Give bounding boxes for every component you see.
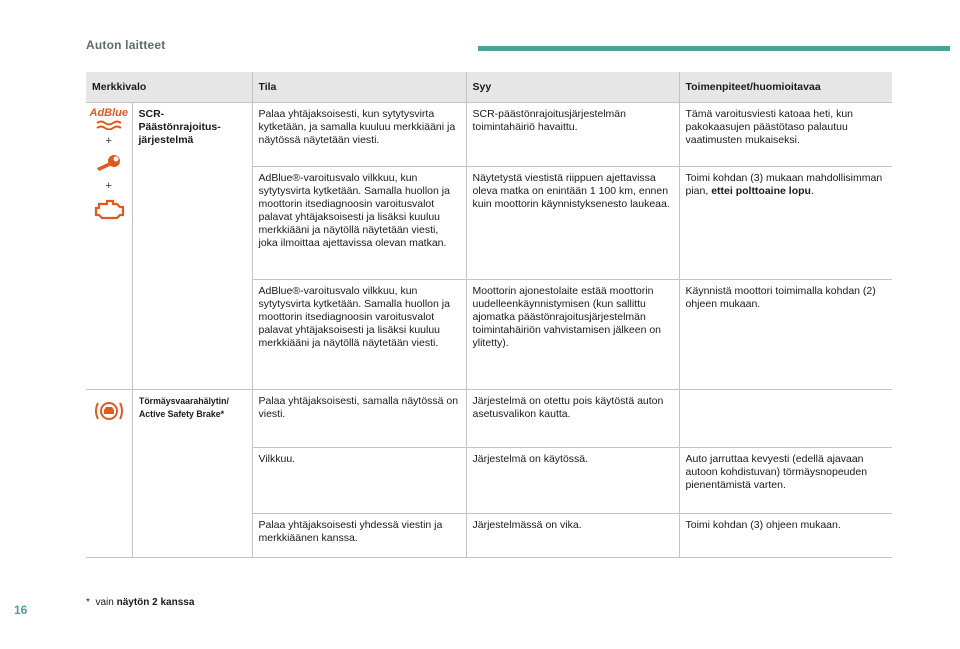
adblue-icon: AdBlue bbox=[86, 107, 132, 130]
brake-row2-tila: Vilkkuu. bbox=[252, 448, 466, 514]
scr-row1-syy: SCR-päästönrajoitusjärjestelmän toimintahäiriö havaittu. bbox=[466, 103, 679, 167]
section-title: Auton laitteet bbox=[86, 38, 166, 52]
footnote bbox=[86, 597, 194, 608]
scr-icon-cell bbox=[86, 103, 132, 390]
scr-row3-tila: AdBlue®-varoitusvalo vilkkuu, kun sytytysvirta kytketään. Samalla huollon ja moottorin itsediagnoosin varoitusvalot palavat yhtäjaksoisesti ja lisäksi kuuluu merkkiääni ja näytöllä näytetään viesti. bbox=[252, 280, 466, 390]
wrench-icon bbox=[86, 153, 132, 175]
plus-sign: + bbox=[105, 180, 112, 192]
table-row bbox=[86, 103, 892, 167]
header-tila: Tila bbox=[252, 72, 466, 103]
header-syy: Syy bbox=[466, 72, 679, 103]
scr-system-name: SCR-Päästönrajoitus-järjestelmä bbox=[138, 108, 221, 146]
brake-row2-syy: Järjestelmä on käytössä. bbox=[466, 448, 679, 514]
warning-lights-table bbox=[86, 72, 892, 558]
brake-row1-toimenpide bbox=[679, 390, 892, 448]
brake-icon-cell bbox=[86, 390, 132, 558]
scr-row3-syy: Moottorin ajonestolaite estää moottorin uudelleenkäynnistymisen (kun sallittu ajomatka päästönrajoitusjärjestelmän toimintahäiriön vahvistamisen jälkeen on ylitetty). bbox=[466, 280, 679, 390]
scr-row3-toimenpide: Käynnistä moottori toimimalla kohdan (2) ohjeen mukaan. bbox=[679, 280, 892, 390]
footnote-bold: näytön 2 kanssa bbox=[116, 597, 195, 608]
brake-name-cell bbox=[132, 390, 252, 558]
page-number: 16 bbox=[14, 603, 28, 617]
brake-system-name: Törmäysvaarahälytin/ Active Safety Brake* bbox=[138, 396, 229, 420]
plus-sign: + bbox=[105, 135, 112, 147]
brake-row2-toimenpide: Auto jarruttaa kevyesti (edellä ajavaan autoon kohdistuvan) törmäysnopeuden pienentämistä varten. bbox=[679, 448, 892, 514]
brake-row1-syy: Järjestelmä on otettu pois käytöstä auton asetusvalikon kautta. bbox=[466, 390, 679, 448]
table-row bbox=[86, 390, 892, 448]
brake-row1-tila: Palaa yhtäjaksoisesti, samalla näytössä on viesti. bbox=[252, 390, 466, 448]
scr-row2-toimenpide: Toimi kohdan (3) mukaan mahdollisimman pian, ettei polttoaine lopu. bbox=[679, 167, 892, 280]
scr-row2-syy: Näytetystä viestistä riippuen ajettavissa oleva matka on enintään 1 100 km, ennen kuin moottorin käynnistyksenesto laukeaa. bbox=[466, 167, 679, 280]
scr-row2-tila: AdBlue®-varoitusvalo vilkkuu, kun sytytysvirta kytketään. Samalla huollon ja moottorin itsediagnoosin varoitusvalot palavat yhtäjaksoisesti ja lisäksi kuuluu merkkiääni ja näytöllä näytetään viesti, joka ilmoittaa ajettavissa olevan matkan. bbox=[252, 167, 466, 280]
scr-row1-toimenpide: Tämä varoitusviesti katoaa heti, kun pakokaasujen päästötaso palautuu vaatimusten mukaiseksi. bbox=[679, 103, 892, 167]
header-merkkivalo: Merkkivalo bbox=[86, 72, 252, 103]
active-safety-brake-icon bbox=[86, 398, 132, 424]
brake-row3-toimenpide: Toimi kohdan (3) ohjeen mukaan. bbox=[679, 514, 892, 558]
footnote-star: * bbox=[86, 597, 90, 608]
section-title-bar bbox=[478, 46, 950, 51]
footnote-prefix: vain bbox=[95, 597, 117, 608]
brake-row3-tila: Palaa yhtäjaksoisesti yhdessä viestin ja merkkiäänen kanssa. bbox=[252, 514, 466, 558]
scr-name-cell bbox=[132, 103, 252, 390]
brake-row3-syy: Järjestelmässä on vika. bbox=[466, 514, 679, 558]
engine-icon bbox=[86, 198, 132, 222]
header-toimenpiteet: Toimenpiteet/huomioitavaa bbox=[679, 72, 892, 103]
table-header-row bbox=[86, 72, 892, 103]
scr-row1-tila: Palaa yhtäjaksoisesti, kun sytytysvirta kytketään, ja samalla kuuluu merkkiääni ja näytössä näytetään viesti. bbox=[252, 103, 466, 167]
